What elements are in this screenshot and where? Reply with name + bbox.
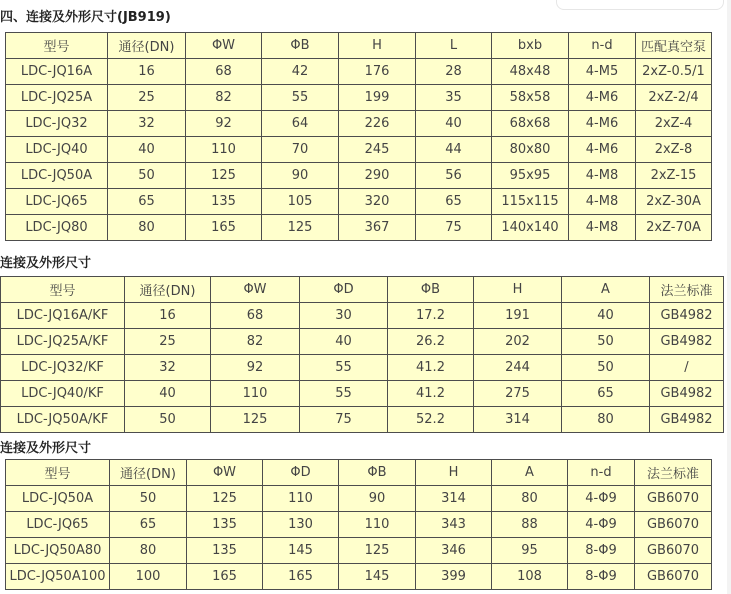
table-cell: LDC-JQ50A80 <box>6 538 110 564</box>
table-cell: 50 <box>108 163 186 189</box>
column-header: ΦB <box>339 460 416 486</box>
table-row <box>6 59 712 85</box>
table-cell: 343 <box>416 512 492 538</box>
column-header: bxb <box>492 33 569 59</box>
table-cell: 65 <box>110 512 187 538</box>
table-cell: 50 <box>125 407 211 433</box>
table-cell: 8-Φ9 <box>568 564 635 590</box>
table-cell: 50 <box>562 355 650 381</box>
table-cell: 4-Φ9 <box>568 486 635 512</box>
spec-table-flange <box>5 459 712 590</box>
table-cell: 41.2 <box>388 355 474 381</box>
table-cell: 115x115 <box>492 189 569 215</box>
table-cell: 32 <box>108 111 186 137</box>
table-cell: 28 <box>416 59 492 85</box>
table-cell: 16 <box>108 59 186 85</box>
table-cell: 110 <box>211 381 300 407</box>
column-header: 法兰标准 <box>635 460 712 486</box>
table-row <box>1 355 724 381</box>
table-cell: 2xZ-8 <box>636 137 712 163</box>
table-cell: 90 <box>339 486 416 512</box>
table-cell: 4-M8 <box>569 215 636 241</box>
table-cell: 40 <box>300 329 388 355</box>
table-cell: 135 <box>186 189 262 215</box>
table-cell: 95x95 <box>492 163 569 189</box>
table-cell: GB4982 <box>650 329 724 355</box>
table-cell: 135 <box>187 538 263 564</box>
table-cell: 80x80 <box>492 137 569 163</box>
table-cell: 275 <box>474 381 562 407</box>
table-cell: 367 <box>339 215 416 241</box>
column-header: 通径(DN) <box>125 277 211 303</box>
table-row <box>1 303 724 329</box>
table-cell: 40 <box>108 137 186 163</box>
table-cell: GB4982 <box>650 407 724 433</box>
table-cell: LDC-JQ25A/KF <box>1 329 125 355</box>
table-cell: 75 <box>300 407 388 433</box>
table-row <box>6 85 712 111</box>
table-row <box>6 538 712 564</box>
column-header: ΦW <box>187 460 263 486</box>
table-cell: LDC-JQ50A100 <box>6 564 110 590</box>
table-cell: 50 <box>110 486 187 512</box>
table-cell: 4-M5 <box>569 59 636 85</box>
column-header: H <box>416 460 492 486</box>
column-header: 型号 <box>6 33 108 59</box>
table-cell: 290 <box>339 163 416 189</box>
table-cell: 50 <box>562 329 650 355</box>
table-cell: 16 <box>125 303 211 329</box>
table-cell: LDC-JQ65 <box>6 189 108 215</box>
table-row <box>6 163 712 189</box>
table-cell: 135 <box>187 512 263 538</box>
table-cell: 2xZ-2/4 <box>636 85 712 111</box>
table-cell: 90 <box>262 163 339 189</box>
table-cell: 68 <box>186 59 262 85</box>
table-cell: 58x58 <box>492 85 569 111</box>
table-cell: 4-Φ9 <box>568 512 635 538</box>
table-cell: GB6070 <box>635 538 712 564</box>
column-header: 法兰标准 <box>650 277 724 303</box>
table-cell: 125 <box>339 538 416 564</box>
table-cell: GB4982 <box>650 303 724 329</box>
table-cell: 56 <box>416 163 492 189</box>
table-cell: 35 <box>416 85 492 111</box>
table-cell: LDC-JQ25A <box>6 85 108 111</box>
table-cell: 191 <box>474 303 562 329</box>
table-cell: 130 <box>263 512 339 538</box>
table-cell: 314 <box>416 486 492 512</box>
column-header: 通径(DN) <box>110 460 187 486</box>
column-header: L <box>416 33 492 59</box>
table-cell: 244 <box>474 355 562 381</box>
table-cell: LDC-JQ50A/KF <box>1 407 125 433</box>
column-header: 型号 <box>6 460 110 486</box>
table-cell: 82 <box>211 329 300 355</box>
table-cell: 80 <box>492 486 568 512</box>
table-row <box>1 381 724 407</box>
table-cell: 125 <box>187 486 263 512</box>
table-cell: 226 <box>339 111 416 137</box>
column-header: A <box>492 460 568 486</box>
table-cell: 64 <box>262 111 339 137</box>
table-cell: 4-M8 <box>569 189 636 215</box>
spec-table-kf <box>0 276 724 433</box>
table-row <box>6 137 712 163</box>
column-header: 通径(DN) <box>108 33 186 59</box>
table-cell: 165 <box>186 215 262 241</box>
table-cell: 25 <box>108 85 186 111</box>
table-cell: LDC-JQ40 <box>6 137 108 163</box>
table-cell: 2xZ-0.5/1 <box>636 59 712 85</box>
table-cell: GB4982 <box>650 381 724 407</box>
table-cell: LDC-JQ50A <box>6 486 110 512</box>
table-cell: 55 <box>262 85 339 111</box>
column-header: 匹配真空泵 <box>636 33 712 59</box>
table-cell: 92 <box>186 111 262 137</box>
section3-heading: 连接及外形尺寸 <box>0 441 92 456</box>
table-cell: 55 <box>300 381 388 407</box>
table-cell: LDC-JQ40/KF <box>1 381 125 407</box>
table-cell: GB6070 <box>635 486 712 512</box>
table-cell: 8-Φ9 <box>568 538 635 564</box>
table-cell: 399 <box>416 564 492 590</box>
table-header-row <box>6 33 712 59</box>
column-header: ΦD <box>300 277 388 303</box>
table-cell: 2xZ-4 <box>636 111 712 137</box>
table-cell: 26.2 <box>388 329 474 355</box>
table-cell: 176 <box>339 59 416 85</box>
column-header: 型号 <box>1 277 125 303</box>
table-cell: 2xZ-30A <box>636 189 712 215</box>
table-cell: 4-M8 <box>569 163 636 189</box>
column-header: H <box>339 33 416 59</box>
column-header: H <box>474 277 562 303</box>
table-cell: 65 <box>416 189 492 215</box>
table-cell: 70 <box>262 137 339 163</box>
top-floating-box <box>556 0 724 10</box>
table-cell: 245 <box>339 137 416 163</box>
table-row <box>6 215 712 241</box>
table-cell: 100 <box>110 564 187 590</box>
table-cell: 202 <box>474 329 562 355</box>
table-cell: 65 <box>108 189 186 215</box>
table-cell: 68x68 <box>492 111 569 137</box>
table-row <box>6 512 712 538</box>
table-cell: 165 <box>187 564 263 590</box>
table-cell: GB6070 <box>635 564 712 590</box>
table-cell: / <box>650 355 724 381</box>
table-cell: 145 <box>263 538 339 564</box>
table-cell: 199 <box>339 85 416 111</box>
table-cell: 44 <box>416 137 492 163</box>
table-cell: 41.2 <box>388 381 474 407</box>
table-cell: 48x48 <box>492 59 569 85</box>
spec-table-jb919 <box>5 32 712 241</box>
table-cell: 125 <box>186 163 262 189</box>
table-cell: 4-M6 <box>569 85 636 111</box>
table-cell: 105 <box>262 189 339 215</box>
table-cell: LDC-JQ32/KF <box>1 355 125 381</box>
table-cell: 40 <box>416 111 492 137</box>
table-cell: 30 <box>300 303 388 329</box>
page-right-edge <box>727 0 731 594</box>
table-cell: 80 <box>110 538 187 564</box>
table-cell: 42 <box>262 59 339 85</box>
table-row <box>6 111 712 137</box>
column-header: ΦD <box>263 460 339 486</box>
table-cell: 320 <box>339 189 416 215</box>
table-cell: 125 <box>262 215 339 241</box>
table-cell: 80 <box>108 215 186 241</box>
column-header: n-d <box>568 460 635 486</box>
table-cell: 314 <box>474 407 562 433</box>
table-cell: 110 <box>339 512 416 538</box>
table-cell: LDC-JQ50A <box>6 163 108 189</box>
table-cell: 52.2 <box>388 407 474 433</box>
table-cell: 32 <box>125 355 211 381</box>
table-cell: 110 <box>186 137 262 163</box>
table-cell: 108 <box>492 564 568 590</box>
table-cell: 68 <box>211 303 300 329</box>
table-cell: 140x140 <box>492 215 569 241</box>
table-cell: LDC-JQ16A <box>6 59 108 85</box>
table-cell: 4-M6 <box>569 111 636 137</box>
table-cell: LDC-JQ80 <box>6 215 108 241</box>
table-cell: 2xZ-70A <box>636 215 712 241</box>
table-cell: GB6070 <box>635 512 712 538</box>
table-cell: 92 <box>211 355 300 381</box>
column-header: ΦW <box>186 33 262 59</box>
table-cell: 75 <box>416 215 492 241</box>
table-row <box>6 564 712 590</box>
table-cell: 17.2 <box>388 303 474 329</box>
table-row <box>6 189 712 215</box>
column-header: A <box>562 277 650 303</box>
table-cell: 65 <box>562 381 650 407</box>
table-cell: 110 <box>263 486 339 512</box>
table-cell: 165 <box>263 564 339 590</box>
table-row <box>6 486 712 512</box>
section2-heading: 连接及外形尺寸 <box>0 256 92 271</box>
column-header: ΦB <box>262 33 339 59</box>
table-cell: 95 <box>492 538 568 564</box>
column-header: n-d <box>569 33 636 59</box>
table-cell: LDC-JQ32 <box>6 111 108 137</box>
table-cell: 346 <box>416 538 492 564</box>
table-cell: 40 <box>125 381 211 407</box>
column-header: ΦB <box>388 277 474 303</box>
table-cell: 40 <box>562 303 650 329</box>
table-cell: 125 <box>211 407 300 433</box>
column-header: ΦW <box>211 277 300 303</box>
table-cell: 25 <box>125 329 211 355</box>
section1-heading: 四、连接及外形尺寸(JB919) <box>0 10 171 25</box>
table-cell: 4-M6 <box>569 137 636 163</box>
table-row <box>1 407 724 433</box>
table-row <box>1 329 724 355</box>
table-cell: 2xZ-15 <box>636 163 712 189</box>
table-cell: 82 <box>186 85 262 111</box>
table-cell: 145 <box>339 564 416 590</box>
table-cell: 88 <box>492 512 568 538</box>
table-header-row <box>6 460 712 486</box>
table-cell: 80 <box>562 407 650 433</box>
table-header-row <box>1 277 724 303</box>
table-cell: LDC-JQ16A/KF <box>1 303 125 329</box>
table-cell: LDC-JQ65 <box>6 512 110 538</box>
table-cell: 55 <box>300 355 388 381</box>
